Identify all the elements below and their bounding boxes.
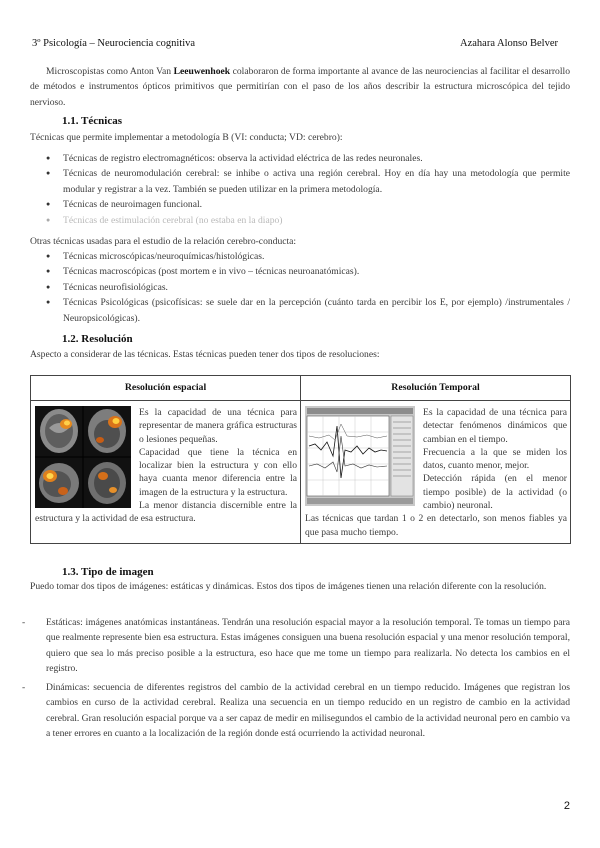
mri-axial-slice — [40, 409, 78, 453]
tecnicas-lead: Técnicas que permite implementar a metodología B (VI: conducta; VD: cerebro): — [30, 132, 343, 143]
brain-mri-image — [35, 406, 131, 508]
temporal-text-1: Es la capacidad de una técnica para detectar fenómenos dinámicos que cambian en el tiempo. — [423, 407, 567, 445]
section-heading-tipo-imagen: 1.3. Tipo de imagen — [62, 566, 154, 578]
mri-sagittal-slice — [39, 463, 79, 503]
otras-tecnicas-list — [30, 249, 570, 326]
list-item: ● Técnicas de neuromodulación cerebral: se inhibe o activa una región cerebral. Hoy en día hay una metodología que permite modular y registrar a la vez. También se pueden utilizar en la primera metodología. — [30, 166, 570, 197]
cell-espacial — [31, 401, 301, 544]
otras-tecnicas-lead: Otras técnicas usadas para el estudio de la relación cerebro-conducta: — [30, 236, 297, 247]
eeg-recording-image — [305, 406, 415, 506]
list-item: ● Técnicas neurofisiológicas. — [30, 280, 570, 295]
page-number: 2 — [563, 800, 570, 812]
list-item: ● Técnicas Psicológicas (psicofísicas: se suele dar en la percepción (cuánto tarda en percibir los E, por ejemplo) /instrumentales / Neuropsicológicas). — [30, 295, 570, 326]
list-item: ● Técnicas microscópicas/neuroquímicas/histológicas. — [30, 249, 570, 264]
leeuwenhoek-name: Leeuwenhoek — [173, 66, 231, 77]
list-item-faded: ● Técnicas de estimulación cerebral (no estaba en la diapo) — [30, 213, 570, 228]
temporal-text-4: Las técnicas que tardan 1 o 2 en detectarlo, son menos fiables ya que pasa mucho tiempo. — [305, 513, 567, 538]
list-item: ● Técnicas de neuroimagen funcional. — [30, 197, 570, 212]
cell-temporal — [301, 401, 571, 544]
temporal-text-2: Frecuencia a la que se miden los datos, cuanto menor, mejor. — [423, 446, 567, 472]
intro-paragraph: Microscopistas como Anton Van Leeuwenhoek colaboraron de forma importante al avance de las neurociencias al facilitar el desarrollo de métodos e instrumentos ópticos primitivos que permitirían con el paso de los años describir la estructura microscópica del tejido nervioso. — [30, 66, 570, 108]
list-item: ● Técnicas macroscópicas (post mortem e in vivo – técnicas neuroanatómicas). — [30, 264, 570, 279]
temporal-text-3: Detección rápida (en el menor tiempo posible) de la actividad (o cambio) neuronal. — [423, 473, 567, 512]
dash-marker: - — [22, 617, 26, 628]
resolution-table — [30, 375, 571, 544]
espacial-text-2: Capacidad que tiene la técnica en localizar bien la estructura y con ello haya cuanta menor diferencia entre la imagen de la estructura y la estructura. — [139, 446, 297, 498]
tipo-imagen-lead: Puedo tomar dos tipos de imágenes: estáticas y dinámicas. Estos dos tipos de imágenes tienen una relación diferente con la resolución. — [30, 581, 547, 592]
tecnicas-list — [30, 151, 570, 228]
mri-coronal-slice — [88, 409, 126, 453]
resolucion-lead: Aspecto a considerar de las técnicas. Estas técnicas pueden tener dos tipos de resoluciones: — [30, 349, 380, 360]
header-course-title: 3º Psicología – Neurociencia cognitiva — [32, 38, 196, 49]
section-heading-tecnicas: 1.1. Técnicas — [62, 115, 122, 127]
mri-axial-slice-2 — [88, 462, 126, 504]
col-header-espacial: Resolución espacial — [31, 376, 301, 401]
list-item-dinamicas: - Dinámicas: secuencia de diferentes registros del cambio de la actividad cerebral en un tiempo reducido. Imágenes que registran los cambios en curso de la actividad cerebral. Realiza una secuencia en un tiempo reducido en un registro de cambio en la actividad cerebral. Gran resolución espacial porque va a ser capaz de medir en milisegundos el cambio de la actividad neuronal pero en cambio va a tener errores en cuanto a la localización de la región donde está ocurriendo la actividad neuronal. — [22, 682, 570, 740]
header-author: Azahara Alonso Belver — [460, 38, 558, 49]
list-item: ● Técnicas de registro electromagnéticos: observa la actividad eléctrica de las redes neuronales. — [30, 151, 570, 166]
list-item-estaticas: - Estáticas: imágenes anatómicas instantáneas. Tendrán una resolución espacial mayor a la resolución temporal. Te tomas un tiempo para que realmente represente bien esa estructura. Estas imágenes consiguen una buena resolución espacial y una menor resolución temporal, quiero que sea lo más preciso posible a la estructura, eso hace que me tome un tiempo para realizarla. No detecta los cambios en el registro. — [22, 617, 570, 675]
col-header-temporal: Resolución Temporal — [301, 376, 571, 401]
section-heading-resolucion: 1.2. Resolución — [62, 333, 133, 345]
espacial-text-3: La menor distancia discernible entre la estructura y la actividad de esa estructura. — [35, 500, 297, 525]
espacial-text-1: Es la capacidad de una técnica para representar de manera gráfica estructuras o lesiones pequeñas. — [139, 407, 297, 445]
dash-marker: - — [22, 682, 26, 693]
